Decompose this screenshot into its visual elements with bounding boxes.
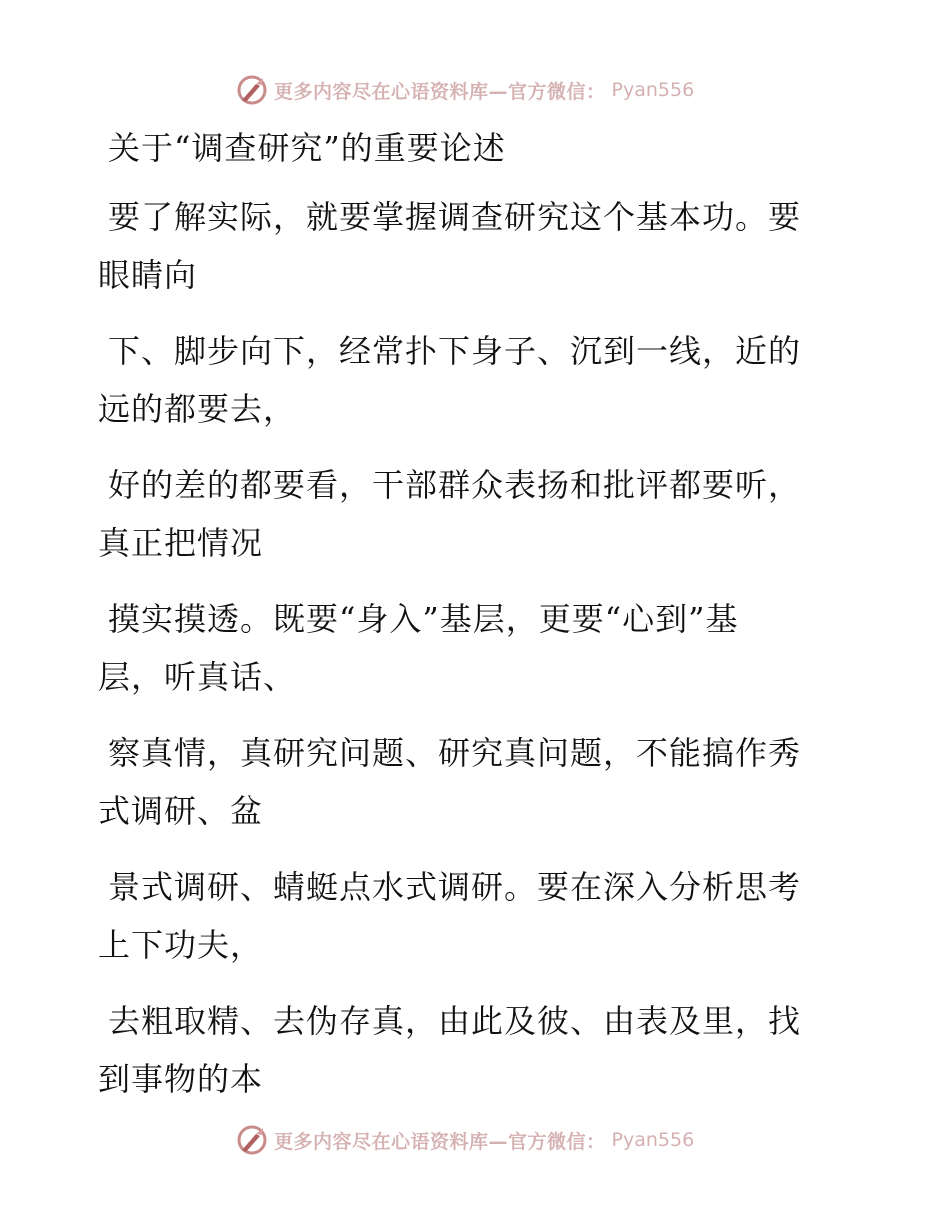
paragraph bbox=[98, 992, 838, 1108]
paragraph-line: 要了解实际，就要掌握调查研究这个基本功。要 bbox=[108, 198, 802, 236]
paragraph-line: 到事物的本 bbox=[98, 1060, 264, 1098]
paragraph-line: 下、脚步向下，经常扑下身子、沉到一线，近的 bbox=[108, 332, 802, 370]
paragraph-line: 眼睛向 bbox=[98, 256, 198, 294]
header-watermark bbox=[236, 72, 694, 108]
document-body bbox=[98, 124, 838, 1126]
paragraph-line: 真正把情况 bbox=[98, 524, 264, 562]
paragraph-line: 式调研、盆 bbox=[98, 792, 264, 830]
paragraph-line: 好的差的都要看，干部群众表扬和批评都要听， bbox=[108, 466, 802, 504]
watermark-text: 更多内容尽在心语资料库—官方微信： bbox=[274, 80, 606, 103]
paragraph bbox=[98, 724, 838, 840]
paragraph bbox=[98, 322, 838, 438]
paragraph-line: 远的都要去， bbox=[98, 390, 297, 428]
paragraph-line: 景式调研、蜻蜓点水式调研。要在深入分析思考 bbox=[108, 868, 802, 906]
watermark-text: 更多内容尽在心语资料库—官方微信： bbox=[274, 1130, 606, 1153]
quill-logo-icon bbox=[236, 1124, 268, 1156]
paragraph-line: 察真情，真研究问题、研究真问题，不能搞作秀 bbox=[108, 734, 802, 772]
watermark-wechat-id: Pyan556 bbox=[611, 79, 695, 101]
watermark-wechat-id: Pyan556 bbox=[611, 1129, 695, 1151]
paragraph bbox=[98, 456, 838, 572]
paragraph bbox=[98, 858, 838, 974]
paragraph bbox=[98, 590, 838, 706]
quill-logo-icon bbox=[236, 74, 268, 106]
footer-watermark bbox=[236, 1122, 694, 1158]
paragraph-line: 摸实摸透。既要“身入”基层，更要“心到”基 bbox=[108, 600, 739, 638]
document-title: 关于“调查研究”的重要论述 bbox=[108, 129, 506, 167]
paragraph-line: 层，听真话、 bbox=[98, 658, 297, 696]
paragraph-line: 去粗取精、去伪存真，由此及彼、由表及里，找 bbox=[108, 1002, 802, 1040]
paragraph-line: 上下功夫， bbox=[98, 926, 264, 964]
paragraph bbox=[98, 188, 838, 304]
